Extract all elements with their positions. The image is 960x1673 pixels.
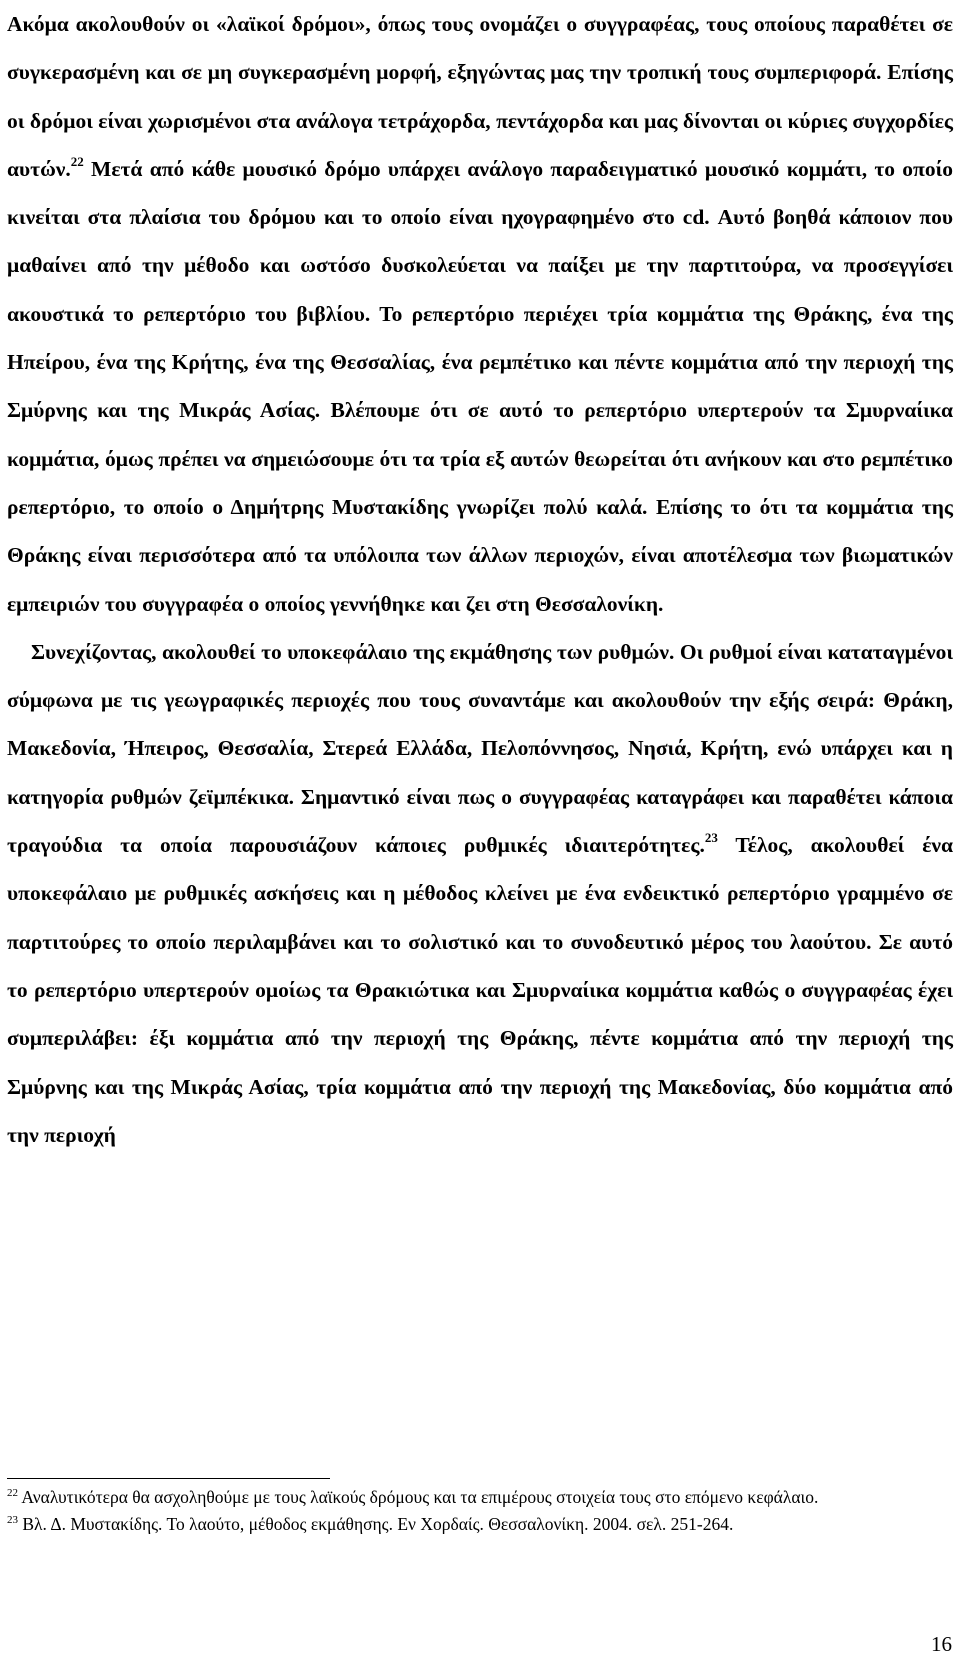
paragraph-2 [7, 628, 953, 1159]
page-number: 16 [931, 1632, 952, 1656]
footnote-ref-22[interactable]: 22 [70, 153, 84, 169]
footnote-ref-23[interactable]: 23 [704, 829, 718, 845]
footnotes [7, 1484, 953, 1538]
paragraph-1 [7, 0, 953, 628]
footnote-text: Βλ. Δ. Μυστακίδης. Το λαούτο, μέθοδος εκμάθησης. Εν Χορδαίς. Θεσσαλονίκη. 2004. σελ. 251-264. [18, 1514, 734, 1534]
paragraph-2-text: Συνεχίζοντας, ακολουθεί το υποκεφάλαιο της εκμάθησης των ρυθμών. Οι ρυθμοί είναι καταταγμένοι σύμφωνα με τις γεωγραφικές περιοχές που τους συναντάμε και ακολουθούν την εξής σειρά: Θράκη, Μακεδονία, Ήπειρος, Θεσσαλία, Στερεά Ελλάδα, Πελοπόννησος, Νησιά, Κρήτη, ενώ υπάρχει και η κατηγορία ρυθμών ζεϊμπέκικα. Σημαντικό είναι πως ο συγγραφέας καταγράφει και παραθέτει κάποια τραγούδια τα οποία παρουσιάζουν κάποιες ρυθμικές ιδιαιτερότητες. [7, 639, 953, 858]
footnote-separator [7, 1478, 330, 1479]
paragraph-1-text: Ακόμα ακολουθούν οι «λαϊκοί δρόμοι», όπως τους ονομάζει ο συγγραφέας, τους οποίους παραθέτει σε συγκερασμένη και σε μη συγκερασμένη μορφή, εξηγώντας μας την τροπική τους συμπεριφορά. Επίσης οι δρόμοι είναι χωρισμένοι στα ανάλογα τετράχορδα, πεντάχορδα και μας δίνονται οι κύριες συγχορδίες αυτών. [7, 12, 953, 181]
footnote-text: Αναλυτικότερα θα ασχοληθούμε με τους λαϊκούς δρόμους και τα επιμέρους στοιχεία τους στο επόμενο κεφάλαιο. [18, 1487, 819, 1507]
paragraph-1-text-continued: Μετά από κάθε μουσικό δρόμο υπάρχει ανάλογο παραδειγματικό μουσικό κομμάτι, το οποίο κινείται στα πλαίσια του δρόμου και το οποίο είναι ηχογραφημένο στο cd. Αυτό βοηθά κάποιον που μαθαίνει από την μέθοδο και ωστόσο δυσκολεύεται να παίξει με την παρτιτούρα, να προσεγγίσει ακουστικά το ρεπερτόριο του βιβλίου. Το ρεπερτόριο περιέχει τρία κομμάτια της Θράκης, ένα της Ηπείρου, ένα της Κρήτης, ένα της Θεσσαλίας, ένα ρεμπέτικο και πέντε κομμάτια από την περιοχή της Σμύρνης και της Μικράς Ασίας. Βλέπουμε ότι σε αυτό το ρεπερτόριο υπερτερούν τα Σμυρναίικα κομμάτια, όμως πρέπει να σημειώσουμε ότι τα τρία εξ αυτών θεωρείται ότι ανήκουν και στο ρεμπέτικο ρεπερτόριο, το οποίο ο Δημήτρης Μυστακίδης γνωρίζει πολύ καλά. Επίσης το ότι τα κομμάτια της Θράκης είναι περισσότερα από τα υπόλοιπα των άλλων περιοχών, είναι αποτέλεσμα των βιωματικών εμπειριών του συγγραφέα ο οποίος γεννήθηκε και ζει στη Θεσσαλονίκη. [7, 156, 953, 616]
footnote-22 [7, 1484, 953, 1511]
footnote-23 [7, 1511, 953, 1538]
paragraph-2-text-continued: Τέλος, ακολουθεί ένα υποκεφάλαιο με ρυθμικές ασκήσεις και η μέθοδος κλείνει με ένα ενδεικτικό ρεπερτόριο γραμμένο σε παρτιτούρες το οποίο περιλαμβάνει και το σολιστικό και το συνοδευτικό μέρος του λαούτου. Σε αυτό το ρεπερτόριο υπερτερούν ομοίως τα Θρακιώτικα και Σμυρναίικα κομμάτια καθώς ο συγγραφέας έχει συμπεριλάβει: έξι κομμάτια από την περιοχή της Θράκης, πέντε κομμάτια από την περιοχή της Σμύρνης και της Μικράς Ασίας, τρία κομμάτια από την περιοχή της Μακεδονίας, δύο κομμάτια από την περιοχή [7, 833, 954, 1147]
footnote-number: 23 [7, 1514, 18, 1527]
footnote-number: 22 [7, 1487, 18, 1500]
body-text [7, 0, 953, 1159]
